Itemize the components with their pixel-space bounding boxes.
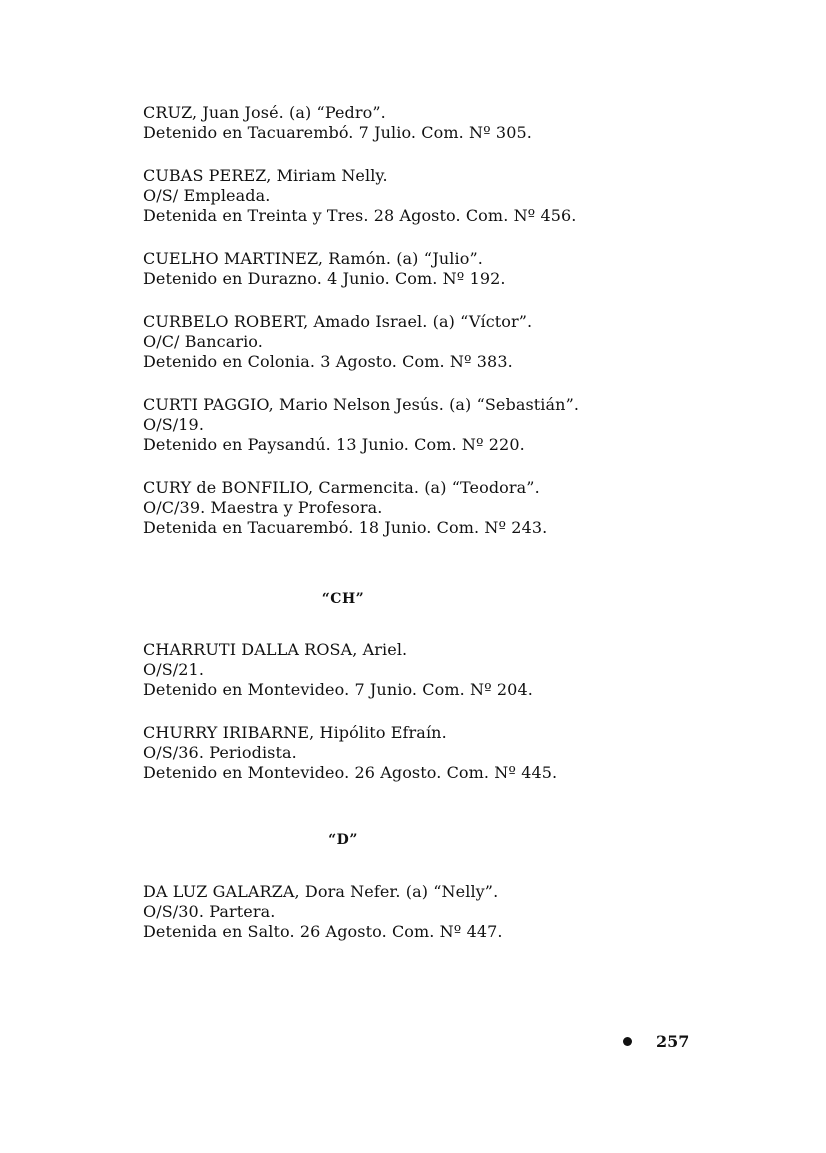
entry-cury-de-bonfilio xyxy=(143,478,703,538)
entry-detention: Detenido en Tacuarembó. 7 Julio. Com. Nº 305. xyxy=(143,123,532,142)
page-footer xyxy=(623,1032,689,1051)
entries-d xyxy=(143,882,703,942)
entry-detention: Detenido en Montevideo. 7 Junio. Com. Nº 204. xyxy=(143,680,533,699)
entry-detention: Detenido en Colonia. 3 Agosto. Com. Nº 383. xyxy=(143,352,513,371)
entry-name: DA LUZ GALARZA, Dora Nefer. (a) “Nelly”. xyxy=(143,882,499,901)
entry-name: CURY de BONFILIO, Carmencita. (a) “Teodora”. xyxy=(143,478,540,497)
entry-name: CURBELO ROBERT, Amado Israel. (a) “Víctor”. xyxy=(143,312,533,331)
entries-c xyxy=(143,103,703,538)
entry-occupation: O/S/36. Periodista. xyxy=(143,743,297,762)
entry-name: CHURRY IRIBARNE, Hipólito Efraín. xyxy=(143,723,447,742)
entry-charruti-dalla-rosa xyxy=(143,640,703,700)
entry-detention: Detenida en Treinta y Tres. 28 Agosto. Com. Nº 456. xyxy=(143,206,577,225)
entry-occupation: O/S/ Empleada. xyxy=(143,186,271,205)
entry-detention: Detenida en Tacuarembó. 18 Junio. Com. Nº 243. xyxy=(143,518,548,537)
entry-curti-paggio xyxy=(143,395,703,455)
entry-churry-iribarne xyxy=(143,723,703,783)
entry-occupation: O/S/21. xyxy=(143,660,205,679)
entry-name: CUBAS PEREZ, Miriam Nelly. xyxy=(143,166,388,185)
entry-name: CURTI PAGGIO, Mario Nelson Jesús. (a) “Sebastián”. xyxy=(143,395,580,414)
entry-curbelo-robert xyxy=(143,312,703,372)
entry-da-luz-galarza xyxy=(143,882,703,942)
entry-name: CRUZ, Juan José. (a) “Pedro”. xyxy=(143,103,386,122)
entries-ch xyxy=(143,640,703,783)
entry-occupation: O/C/39. Maestra y Profesora. xyxy=(143,498,383,517)
entry-occupation: O/S/30. Partera. xyxy=(143,902,276,921)
entry-cubas-perez xyxy=(143,166,703,226)
entry-occupation: O/C/ Bancario. xyxy=(143,332,263,351)
page-number: 257 xyxy=(656,1032,690,1051)
entry-detention: Detenido en Paysandú. 13 Junio. Com. Nº 220. xyxy=(143,435,525,454)
entry-detention: Detenido en Durazno. 4 Junio. Com. Nº 192. xyxy=(143,269,506,288)
section-heading-ch: “CH” xyxy=(321,591,365,607)
entry-name: CHARRUTI DALLA ROSA, Ariel. xyxy=(143,640,408,659)
bullet-icon xyxy=(623,1037,632,1046)
section-heading-d: “D” xyxy=(328,832,358,848)
entry-cruz xyxy=(143,103,703,143)
entry-detention: Detenido en Montevideo. 26 Agosto. Com. Nº 445. xyxy=(143,763,558,782)
entry-name: CUELHO MARTINEZ, Ramón. (a) “Julio”. xyxy=(143,249,483,268)
document-page xyxy=(143,103,703,965)
entry-occupation: O/S/19. xyxy=(143,415,205,434)
entry-cuelho-martinez xyxy=(143,249,703,289)
entry-detention: Detenida en Salto. 26 Agosto. Com. Nº 447. xyxy=(143,922,503,941)
